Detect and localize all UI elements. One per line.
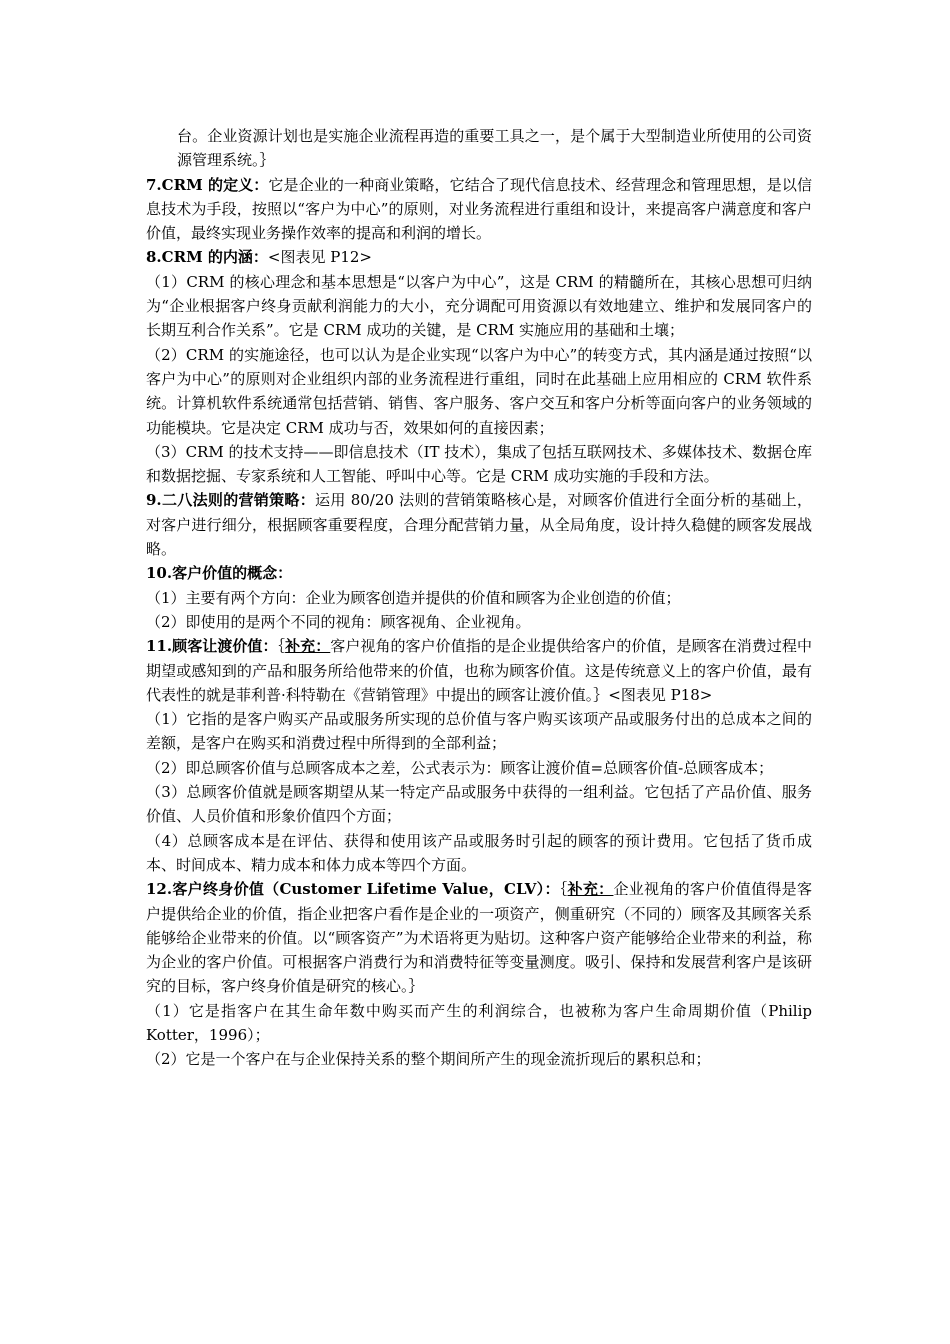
paragraph-p15 <box>146 877 812 998</box>
paragraph-p3 <box>146 270 812 343</box>
paragraph-text: （3）总顾客价值就是顾客期望从某一特定产品或服务中获得的一组利益。它包括了产品价值、服务价值、人员价值和形象价值四个方面； <box>146 783 812 826</box>
paragraph-p6 <box>146 488 812 561</box>
section-heading: 11.顾客让渡价值： <box>146 637 278 656</box>
section-heading: 12.客户终身价值（Customer Lifetime Value，CLV）： <box>146 880 560 899</box>
section-heading: 8.CRM 的内涵： <box>146 248 268 267</box>
paragraph-p5 <box>146 440 812 489</box>
paragraph-text: <图表见 P12> <box>267 248 372 267</box>
supplement-label: 补充： <box>567 880 614 899</box>
paragraph-p1 <box>146 173 812 246</box>
paragraph-text: 它是企业的一种商业策略，它结合了现代信息技术、经营理念和管理思想，是以信息技术为手段，按照以“客户为中心”的原则，对业务流程进行重组和设计，来提高客户满意度和客户价值，最终实现业务操作效率的提高和利润的增长。 <box>146 175 812 243</box>
section-heading: 7.CRM 的定义： <box>146 175 269 194</box>
paragraph-text: （1）主要有两个方向：企业为顾客创造并提供的价值和顾客为企业创造的价值； <box>146 588 681 607</box>
section-heading: 10.客户价值的概念： <box>146 564 293 583</box>
paragraph-p7 <box>146 561 812 585</box>
paragraph-p4 <box>146 343 812 440</box>
paragraph-p8 <box>146 586 812 610</box>
document-body <box>146 124 812 1072</box>
paragraph-p11 <box>146 707 812 756</box>
paragraph-p17 <box>146 1047 812 1071</box>
paragraph-text: （2）它是一个客户在与企业保持关系的整个期间所产生的现金流折现后的累积总和； <box>146 1050 711 1069</box>
paragraph-text: （4）总顾客成本是在评估、获得和使用该产品或服务时引起的顾客的预计费用。它包括了货币成本、时间成本、精力成本和体力成本等四个方面。 <box>146 831 812 874</box>
supplement-label: 补充： <box>285 637 331 656</box>
paragraph-text: （2）CRM 的实施途径，也可以认为是企业实现“以客户为中心”的转变方式，其内涵是通过按照“以客户为中心”的原则对企业组织内部的业务流程进行重组，同时在此基础上应用相应的 CRM 软件系统。计算机软件系统通常包括营销、销售、客户服务、客户交互和客户分析等面向客户的业务领域的功能模块。它是决定 CRM 成功与否，效果如何的直接因素； <box>146 345 812 437</box>
paragraph-text: ｛ <box>277 637 286 656</box>
paragraph-text: ｛ <box>559 880 568 899</box>
paragraph-text: 台。企业资源计划也是实施企业流程再造的重要工具之一，是个属于大型制造业所使用的公司资源管理系统。｝ <box>177 127 812 170</box>
paragraph-text: 客户视角的客户价值指的是企业提供给客户的价值，是顾客在消费过程中期望或感知到的产品和服务所给他带来的价值，也称为顾客价值。这是传统意义上的客户价值，最有代表性的就是菲利普·科特勒在《营销管理》中提出的顾客让渡价值。｝<图表见 P18> <box>146 637 812 704</box>
paragraph-text: （1）它是指客户在其生命年数中购买而产生的利润综合，也被称为客户生命周期价值（Philip Kotter，1996）； <box>146 1001 812 1044</box>
paragraph-text: 运用 80/20 法则的营销策略核心是，对顾客价值进行全面分析的基础上，对客户进行细分，根据顾客重要程度，合理分配营销力量，从全局角度，设计持久稳健的顾客发展战略。 <box>146 491 812 559</box>
paragraph-text: （3）CRM 的技术支持——即信息技术（IT 技术），集成了包括互联网技术、多媒体技术、数据仓库和数据挖掘、专家系统和人工智能、呼叫中心等。它是 CRM 成功实施的手段和方法。 <box>146 442 812 486</box>
section-heading: 9.二八法则的营销策略： <box>146 491 316 510</box>
paragraph-p9 <box>146 610 812 634</box>
paragraph-text: （2）即总顾客价值与总顾客成本之差，公式表示为：顾客让渡价值=总顾客价值-总顾客成本； <box>146 758 774 777</box>
paragraph-p16 <box>146 999 812 1048</box>
paragraph-text: 企业视角的客户价值值得是客户提供给企业的价值，指企业把客户看作是企业的一项资产，侧重研究（不同的）顾客及其顾客关系能够给企业带来的价值。以“顾客资产”为术语将更为贴切。这种客户资产能够给企业带来的利益，称为企业的客户价值。可根据客户消费行为和消费特征等变量测度。吸引、保持和发展营利客户是该研究的目标，客户终身价值是研究的核心。｝ <box>146 880 812 996</box>
paragraph-p13 <box>146 780 812 829</box>
paragraph-p2 <box>146 245 812 269</box>
paragraph-p0 <box>146 124 812 173</box>
paragraph-p10 <box>146 634 812 707</box>
paragraph-p14 <box>146 829 812 878</box>
paragraph-text: （1）CRM 的核心理念和基本思想是“以客户为中心”，这是 CRM 的精髓所在，其核心思想可归纳为“企业根据客户终身贡献利润能力的大小，充分调配可用资源以有效地建立、维护和发展同客户的长期互利合作关系”。它是 CRM 成功的关键，是 CRM 实施应用的基础和土壤； <box>146 272 812 340</box>
paragraph-text: （2）即使用的是两个不同的视角：顾客视角、企业视角。 <box>146 612 531 631</box>
paragraph-p12 <box>146 756 812 780</box>
paragraph-text: （1）它指的是客户购买产品或服务所实现的总价值与客户购买该项产品或服务付出的总成本之间的差额，是客户在购买和消费过程中所得到的全部利益； <box>146 710 812 753</box>
